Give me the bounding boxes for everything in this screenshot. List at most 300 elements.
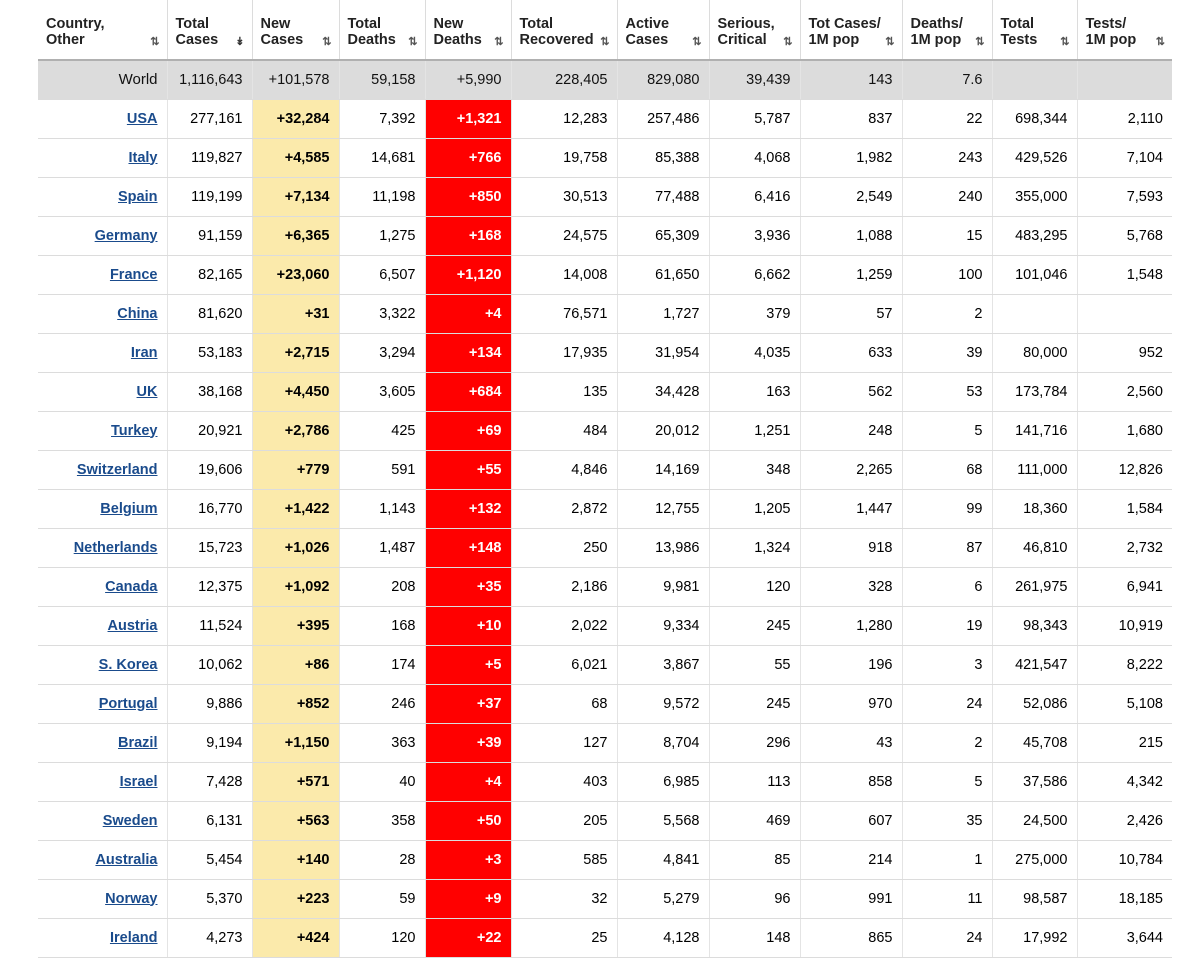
cell-tests_1m: 215	[1077, 723, 1172, 762]
cell-total_deaths: 7,392	[339, 99, 425, 138]
cell-tot_cases_1m: 865	[800, 918, 902, 957]
sort-icon[interactable]: ⇅	[408, 36, 417, 48]
country-cell	[38, 918, 167, 957]
cell-tests_1m: 10,919	[1077, 606, 1172, 645]
cell-total_tests: 261,975	[992, 567, 1077, 606]
cell-total_tests: 698,344	[992, 99, 1077, 138]
cell-deaths_1m: 6	[902, 567, 992, 606]
cell-new_cases: +86	[252, 645, 339, 684]
cell-serious_critical: 348	[709, 450, 800, 489]
sort-icon[interactable]: ⇅	[1155, 36, 1164, 48]
country-link[interactable]: Australia	[95, 851, 158, 868]
table-row	[38, 99, 1172, 138]
column-header-label-country: Country, Other	[46, 15, 105, 49]
cell-tests_1m: 10,784	[1077, 840, 1172, 879]
cell-total_deaths: 59,158	[339, 60, 425, 99]
table-row	[38, 840, 1172, 879]
column-header-label-new_cases: New Cases	[260, 15, 304, 49]
cell-new_cases: +1,150	[252, 723, 339, 762]
table-row	[38, 567, 1172, 606]
cell-new_deaths: +10	[425, 606, 511, 645]
cell-total_tests: 355,000	[992, 177, 1077, 216]
cell-new_cases: +23,060	[252, 255, 339, 294]
cell-total_recovered: 484	[511, 411, 617, 450]
cell-total_cases: 19,606	[167, 450, 252, 489]
cell-total_cases: 91,159	[167, 216, 252, 255]
cell-total_tests: 45,708	[992, 723, 1077, 762]
cell-total_recovered: 68	[511, 684, 617, 723]
cell-total_recovered: 403	[511, 762, 617, 801]
cell-serious_critical: 379	[709, 294, 800, 333]
country-cell	[38, 489, 167, 528]
sort-icon[interactable]: ⇅	[885, 36, 894, 48]
cell-tests_1m: 8,222	[1077, 645, 1172, 684]
table-header-row	[38, 0, 1172, 60]
cell-new_cases: +7,134	[252, 177, 339, 216]
cell-new_deaths: +5	[425, 645, 511, 684]
cell-deaths_1m: 53	[902, 372, 992, 411]
cell-total_recovered: 127	[511, 723, 617, 762]
cell-new_deaths: +5,990	[425, 60, 511, 99]
cell-total_cases: 81,620	[167, 294, 252, 333]
cell-tot_cases_1m: 858	[800, 762, 902, 801]
cell-tot_cases_1m: 1,447	[800, 489, 902, 528]
cell-new_deaths: +134	[425, 333, 511, 372]
column-header-total_tests[interactable]	[992, 0, 1077, 60]
table-row	[38, 762, 1172, 801]
cell-total_tests: 98,343	[992, 606, 1077, 645]
cell-deaths_1m: 5	[902, 411, 992, 450]
cell-deaths_1m: 100	[902, 255, 992, 294]
cell-tot_cases_1m: 196	[800, 645, 902, 684]
cell-total_deaths: 591	[339, 450, 425, 489]
sort-icon[interactable]: ⇅	[322, 36, 331, 48]
country-cell	[38, 801, 167, 840]
cell-serious_critical: 1,205	[709, 489, 800, 528]
cell-total_cases: 5,454	[167, 840, 252, 879]
cell-tot_cases_1m: 918	[800, 528, 902, 567]
cell-serious_critical: 6,662	[709, 255, 800, 294]
table-row	[38, 294, 1172, 333]
cell-active_cases: 9,572	[617, 684, 709, 723]
sort-icon[interactable]: ⇅	[494, 36, 503, 48]
cell-total_deaths: 14,681	[339, 138, 425, 177]
cell-deaths_1m: 2	[902, 723, 992, 762]
cell-new_deaths: +35	[425, 567, 511, 606]
country-cell	[38, 333, 167, 372]
cell-total_deaths: 208	[339, 567, 425, 606]
country-link[interactable]: USA	[126, 110, 158, 127]
table-row	[38, 879, 1172, 918]
country-link[interactable]: Israel	[119, 773, 158, 790]
cell-new_deaths: +37	[425, 684, 511, 723]
cell-tot_cases_1m: 837	[800, 99, 902, 138]
column-header-label-active_cases: Active Cases	[625, 15, 670, 49]
cell-serious_critical: 120	[709, 567, 800, 606]
cell-total_tests	[992, 60, 1077, 99]
cell-tests_1m: 952	[1077, 333, 1172, 372]
country-cell	[38, 762, 167, 801]
table-header	[38, 0, 1172, 60]
cell-total_deaths: 28	[339, 840, 425, 879]
cell-active_cases: 5,279	[617, 879, 709, 918]
table-row	[38, 489, 1172, 528]
cell-total_recovered: 250	[511, 528, 617, 567]
cell-total_tests: 37,586	[992, 762, 1077, 801]
cell-total_deaths: 1,487	[339, 528, 425, 567]
world-summary-row	[38, 60, 1172, 99]
cell-deaths_1m: 11	[902, 879, 992, 918]
cell-new_deaths: +39	[425, 723, 511, 762]
cell-total_deaths: 40	[339, 762, 425, 801]
country-link[interactable]: Iran	[130, 344, 158, 361]
column-header-label-total_tests: Total Tests	[1000, 15, 1038, 49]
cell-new_deaths: +4	[425, 294, 511, 333]
cell-active_cases: 257,486	[617, 99, 709, 138]
cell-total_cases: 20,921	[167, 411, 252, 450]
cell-total_deaths: 1,143	[339, 489, 425, 528]
cell-deaths_1m: 99	[902, 489, 992, 528]
cell-total_recovered: 205	[511, 801, 617, 840]
sort-active-icon[interactable]: ↡	[235, 36, 244, 48]
country-link[interactable]: Ireland	[109, 929, 158, 946]
cell-active_cases: 9,981	[617, 567, 709, 606]
cell-tot_cases_1m: 562	[800, 372, 902, 411]
cell-active_cases: 8,704	[617, 723, 709, 762]
cell-new_deaths: +1,321	[425, 99, 511, 138]
cell-total_deaths: 174	[339, 645, 425, 684]
cell-tot_cases_1m: 1,982	[800, 138, 902, 177]
cell-new_deaths: +22	[425, 918, 511, 957]
cell-total_cases: 10,062	[167, 645, 252, 684]
cell-total_recovered: 2,872	[511, 489, 617, 528]
cell-total_deaths: 246	[339, 684, 425, 723]
cell-total_deaths: 1,275	[339, 216, 425, 255]
table-row	[38, 606, 1172, 645]
cell-tot_cases_1m: 143	[800, 60, 902, 99]
cell-new_cases: +852	[252, 684, 339, 723]
cell-total_recovered: 17,935	[511, 333, 617, 372]
table-body	[38, 60, 1172, 957]
column-header-country[interactable]	[38, 0, 167, 60]
column-header-new_cases[interactable]	[252, 0, 339, 60]
country-link[interactable]: Netherlands	[73, 539, 158, 556]
table-row	[38, 411, 1172, 450]
cell-deaths_1m: 19	[902, 606, 992, 645]
sort-icon[interactable]: ⇅	[783, 36, 792, 48]
cell-new_cases: +4,450	[252, 372, 339, 411]
cell-total_recovered: 24,575	[511, 216, 617, 255]
cell-tot_cases_1m: 1,280	[800, 606, 902, 645]
column-header-label-total_cases: Total Cases	[175, 15, 219, 49]
country-link[interactable]: Portugal	[98, 695, 158, 712]
column-header-total_deaths[interactable]	[339, 0, 425, 60]
cell-total_cases: 4,273	[167, 918, 252, 957]
cell-active_cases: 6,985	[617, 762, 709, 801]
sort-icon[interactable]: ⇅	[692, 36, 701, 48]
country-cell	[38, 567, 167, 606]
country-cell	[38, 99, 167, 138]
cell-new_cases: +424	[252, 918, 339, 957]
cell-active_cases: 20,012	[617, 411, 709, 450]
cell-active_cases: 14,169	[617, 450, 709, 489]
country-link[interactable]: Italy	[128, 149, 158, 166]
cell-total_recovered: 12,283	[511, 99, 617, 138]
cell-serious_critical: 4,068	[709, 138, 800, 177]
country-link[interactable]: Switzerland	[76, 461, 158, 478]
column-header-label-deaths_1m: Deaths/ 1M pop	[910, 15, 963, 49]
cell-new_cases: +1,026	[252, 528, 339, 567]
cell-tests_1m: 6,941	[1077, 567, 1172, 606]
cell-serious_critical: 469	[709, 801, 800, 840]
table-row	[38, 723, 1172, 762]
cell-total_cases: 82,165	[167, 255, 252, 294]
cell-serious_critical: 39,439	[709, 60, 800, 99]
country-link[interactable]: Canada	[105, 578, 158, 595]
cell-total_cases: 16,770	[167, 489, 252, 528]
country-cell	[38, 411, 167, 450]
cell-active_cases: 77,488	[617, 177, 709, 216]
cell-total_cases: 1,116,643	[167, 60, 252, 99]
cell-serious_critical: 1,324	[709, 528, 800, 567]
cell-serious_critical: 245	[709, 684, 800, 723]
cell-new_deaths: +766	[425, 138, 511, 177]
cell-tot_cases_1m: 57	[800, 294, 902, 333]
cell-new_cases: +1,092	[252, 567, 339, 606]
cell-active_cases: 9,334	[617, 606, 709, 645]
cell-total_tests: 429,526	[992, 138, 1077, 177]
cell-serious_critical: 113	[709, 762, 800, 801]
cell-active_cases: 12,755	[617, 489, 709, 528]
country-link[interactable]: Norway	[105, 890, 158, 907]
column-header-total_recovered[interactable]	[511, 0, 617, 60]
cell-tests_1m: 7,593	[1077, 177, 1172, 216]
column-header-active_cases[interactable]	[617, 0, 709, 60]
cell-total_tests: 101,046	[992, 255, 1077, 294]
table-row	[38, 684, 1172, 723]
cell-total_tests: 98,587	[992, 879, 1077, 918]
cell-deaths_1m: 39	[902, 333, 992, 372]
cell-active_cases: 829,080	[617, 60, 709, 99]
cell-tests_1m: 2,560	[1077, 372, 1172, 411]
cell-total_cases: 9,194	[167, 723, 252, 762]
cell-new_deaths: +132	[425, 489, 511, 528]
cell-deaths_1m: 240	[902, 177, 992, 216]
cell-active_cases: 1,727	[617, 294, 709, 333]
cell-tests_1m: 3,644	[1077, 918, 1172, 957]
cell-total_cases: 12,375	[167, 567, 252, 606]
column-header-serious_critical[interactable]	[709, 0, 800, 60]
country-link[interactable]: Brazil	[118, 734, 158, 751]
country-link[interactable]: Austria	[107, 617, 158, 634]
cell-total_deaths: 3,322	[339, 294, 425, 333]
cell-tests_1m: 1,548	[1077, 255, 1172, 294]
country-cell	[38, 450, 167, 489]
country-link[interactable]: China	[117, 305, 158, 322]
cell-new_cases: +563	[252, 801, 339, 840]
cell-deaths_1m: 7.6	[902, 60, 992, 99]
cell-new_deaths: +55	[425, 450, 511, 489]
cell-new_deaths: +850	[425, 177, 511, 216]
cell-total_deaths: 363	[339, 723, 425, 762]
cell-total_deaths: 6,507	[339, 255, 425, 294]
cell-tot_cases_1m: 214	[800, 840, 902, 879]
country-link[interactable]: S. Korea	[98, 656, 158, 673]
country-link[interactable]: France	[109, 266, 158, 283]
country-link[interactable]: UK	[136, 383, 158, 400]
cell-total_tests: 80,000	[992, 333, 1077, 372]
cell-new_deaths: +148	[425, 528, 511, 567]
cell-total_tests: 483,295	[992, 216, 1077, 255]
cell-total_cases: 119,199	[167, 177, 252, 216]
cell-new_cases: +6,365	[252, 216, 339, 255]
sort-icon[interactable]: ⇅	[150, 36, 159, 48]
cell-tot_cases_1m: 633	[800, 333, 902, 372]
cell-tests_1m: 5,768	[1077, 216, 1172, 255]
cell-new_deaths: +684	[425, 372, 511, 411]
country-cell	[38, 294, 167, 333]
cell-tot_cases_1m: 1,259	[800, 255, 902, 294]
cell-tests_1m: 2,110	[1077, 99, 1172, 138]
cell-total_cases: 7,428	[167, 762, 252, 801]
cell-serious_critical: 96	[709, 879, 800, 918]
cell-deaths_1m: 24	[902, 684, 992, 723]
cell-new_cases: +2,715	[252, 333, 339, 372]
cell-serious_critical: 6,416	[709, 177, 800, 216]
cell-total_cases: 53,183	[167, 333, 252, 372]
cell-serious_critical: 148	[709, 918, 800, 957]
country-cell	[38, 372, 167, 411]
table-row	[38, 177, 1172, 216]
table-row	[38, 645, 1172, 684]
country-cell	[38, 216, 167, 255]
cell-deaths_1m: 2	[902, 294, 992, 333]
country-link[interactable]: Turkey	[111, 422, 158, 439]
cell-total_recovered: 585	[511, 840, 617, 879]
cell-new_cases: +4,585	[252, 138, 339, 177]
cell-total_cases: 15,723	[167, 528, 252, 567]
sort-icon[interactable]: ⇅	[1060, 36, 1069, 48]
country-cell	[38, 606, 167, 645]
cell-total_tests: 141,716	[992, 411, 1077, 450]
cell-deaths_1m: 68	[902, 450, 992, 489]
cell-total_recovered: 4,846	[511, 450, 617, 489]
sort-icon[interactable]: ⇅	[600, 36, 609, 48]
cell-total_tests: 111,000	[992, 450, 1077, 489]
cell-new_cases: +779	[252, 450, 339, 489]
cell-total_recovered: 2,022	[511, 606, 617, 645]
cell-new_cases: +32,284	[252, 99, 339, 138]
cell-total_recovered: 6,021	[511, 645, 617, 684]
cell-total_recovered: 25	[511, 918, 617, 957]
country-link[interactable]: Germany	[94, 227, 158, 244]
world-label: World	[118, 71, 158, 89]
cell-total_tests: 173,784	[992, 372, 1077, 411]
cell-total_deaths: 3,294	[339, 333, 425, 372]
cell-serious_critical: 4,035	[709, 333, 800, 372]
column-header-deaths_1m[interactable]	[902, 0, 992, 60]
cell-serious_critical: 245	[709, 606, 800, 645]
cell-new_deaths: +1,120	[425, 255, 511, 294]
cell-serious_critical: 85	[709, 840, 800, 879]
cell-total_deaths: 358	[339, 801, 425, 840]
cell-total_deaths: 168	[339, 606, 425, 645]
cell-total_recovered: 76,571	[511, 294, 617, 333]
cell-tests_1m: 2,426	[1077, 801, 1172, 840]
cell-deaths_1m: 1	[902, 840, 992, 879]
country-link[interactable]: Spain	[118, 188, 158, 205]
cell-tot_cases_1m: 991	[800, 879, 902, 918]
cell-active_cases: 85,388	[617, 138, 709, 177]
column-header-label-total_deaths: Total Deaths	[347, 15, 396, 49]
cell-tests_1m: 5,108	[1077, 684, 1172, 723]
cell-total_deaths: 120	[339, 918, 425, 957]
country-cell	[38, 528, 167, 567]
cell-total_cases: 277,161	[167, 99, 252, 138]
table-row	[38, 450, 1172, 489]
cell-total_tests: 46,810	[992, 528, 1077, 567]
cell-deaths_1m: 15	[902, 216, 992, 255]
cell-total_cases: 38,168	[167, 372, 252, 411]
cell-new_cases: +395	[252, 606, 339, 645]
cell-new_deaths: +4	[425, 762, 511, 801]
cell-active_cases: 4,128	[617, 918, 709, 957]
country-cell	[38, 723, 167, 762]
column-header-tests_1m[interactable]	[1077, 0, 1172, 60]
cell-total_tests	[992, 294, 1077, 333]
table-row	[38, 372, 1172, 411]
cell-new_deaths: +168	[425, 216, 511, 255]
cell-total_cases: 119,827	[167, 138, 252, 177]
cell-tot_cases_1m: 970	[800, 684, 902, 723]
cell-new_cases: +140	[252, 840, 339, 879]
cell-tot_cases_1m: 2,549	[800, 177, 902, 216]
cell-total_deaths: 3,605	[339, 372, 425, 411]
country-cell	[38, 177, 167, 216]
cell-tests_1m: 2,732	[1077, 528, 1172, 567]
cell-active_cases: 3,867	[617, 645, 709, 684]
cell-total_deaths: 59	[339, 879, 425, 918]
sort-icon[interactable]: ⇅	[975, 36, 984, 48]
cell-serious_critical: 55	[709, 645, 800, 684]
column-header-label-tests_1m: Tests/ 1M pop	[1085, 15, 1137, 49]
cell-total_cases: 11,524	[167, 606, 252, 645]
cell-total_cases: 9,886	[167, 684, 252, 723]
column-header-total_cases[interactable]	[167, 0, 252, 60]
country-link[interactable]: Belgium	[100, 500, 158, 517]
column-header-tot_cases_1m[interactable]	[800, 0, 902, 60]
cell-total_tests: 24,500	[992, 801, 1077, 840]
cell-tot_cases_1m: 1,088	[800, 216, 902, 255]
cell-active_cases: 34,428	[617, 372, 709, 411]
cell-tests_1m: 7,104	[1077, 138, 1172, 177]
country-cell	[38, 255, 167, 294]
cell-total_recovered: 228,405	[511, 60, 617, 99]
cell-new_cases: +1,422	[252, 489, 339, 528]
cell-tests_1m	[1077, 294, 1172, 333]
column-header-new_deaths[interactable]	[425, 0, 511, 60]
cell-serious_critical: 163	[709, 372, 800, 411]
table-row	[38, 255, 1172, 294]
cell-serious_critical: 5,787	[709, 99, 800, 138]
country-cell	[38, 645, 167, 684]
cell-tot_cases_1m: 248	[800, 411, 902, 450]
cell-total_cases: 5,370	[167, 879, 252, 918]
country-link[interactable]: Sweden	[102, 812, 158, 829]
cell-serious_critical: 1,251	[709, 411, 800, 450]
cell-deaths_1m: 3	[902, 645, 992, 684]
column-header-label-total_recovered: Total Recovered	[519, 15, 594, 49]
